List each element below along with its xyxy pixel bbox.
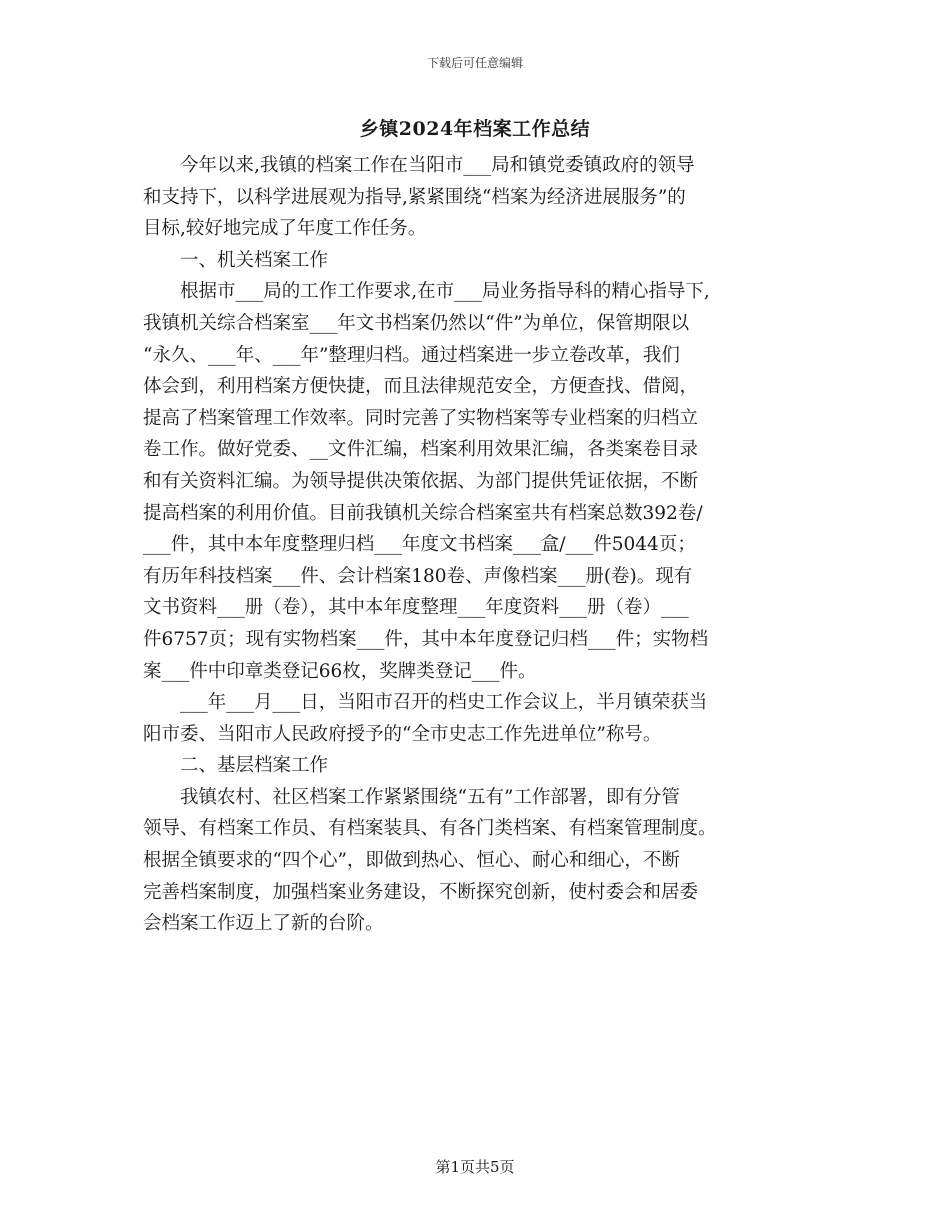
body-line: “永久、___年、___年”整理归档。通过档案进一步立卷改革，我们: [143, 344, 680, 366]
body-line: 领导、有档案工作员、有档案装具、有各门类档案、有档案管理制度。: [143, 818, 717, 840]
body-line: 案___件中印章类登记66枚，奖牌类登记___件。: [143, 660, 537, 682]
body-line: 提高了档案管理工作效率。同时完善了实物档案等专业档案的归档立: [143, 407, 699, 429]
body-line: 件6757页；现有实物档案___件，其中本年度登记归档___件；实物档: [143, 628, 709, 650]
body-line: 提高档案的利用价值。目前我镇机关综合档案室共有档案总数392卷/: [143, 502, 703, 524]
body-line: 目标,较好地完成了年度工作任务。: [143, 218, 427, 240]
body-line: 根据市___局的工作工作要求,在市___局业务指导科的精心指导下,: [143, 281, 710, 303]
body-line: 和支持下，以科学进展观为指导,紧紧围绕“档案为经济进展服务”的: [143, 186, 686, 208]
body-line: ___年___月___日，当阳市召开的档史工作会议上，半月镇荣获当: [143, 692, 708, 714]
page-footer-number: 第1页共5页: [435, 1158, 515, 1176]
body-line: 今年以来,我镇的档案工作在当阳市___局和镇党委镇政府的领导: [143, 155, 695, 176]
document-title: 乡镇2024年档案工作总结: [359, 118, 591, 140]
body-line: 文书资料___册（卷），其中本年度整理___年度资料___册（卷）___: [143, 597, 689, 619]
body-line: 体会到，利用档案方便快捷，而且法律规范安全，方便查找、借阅，: [143, 376, 699, 398]
body-line: 卷工作。做好党委、__文件汇编，档案利用效果汇编，各类案卷目录: [143, 439, 699, 461]
body-line: 阳市委、当阳市人民政府授予的“全市史志工作先进单位”称号。: [143, 723, 662, 745]
body-line: 会档案工作迈上了新的台阶。: [143, 913, 384, 935]
document-body: [143, 150, 808, 940]
page-header-note: 下载后可任意编辑: [426, 56, 523, 70]
section-heading-2: 二、基层档案工作: [143, 755, 329, 777]
body-line: 和有关资料汇编。为领导提供决策依据、为部门提供凭证依据，不断: [143, 470, 699, 492]
body-line: 我镇农村、社区档案工作紧紧围绕“五有”工作部署，即有分管: [143, 786, 680, 808]
body-line: 有历年科技档案___件、会计档案180卷、声像档案___册(卷)。现有: [143, 565, 693, 587]
body-line: 我镇机关综合档案室___年文书档案仍然以“件”为单位，保管期限以: [143, 312, 690, 334]
body-line: 完善档案制度，加强档案业务建设，不断探究创新，使村委会和居委: [143, 881, 699, 903]
body-line: ___件，其中本年度整理归档___年度文书档案___盒/___件5044页；: [143, 534, 696, 556]
section-heading-1: 一、机关档案工作: [143, 249, 329, 271]
body-line: 根据全镇要求的“四个心”，即做到热心、恒心、耐心和细心，不断: [143, 850, 680, 872]
